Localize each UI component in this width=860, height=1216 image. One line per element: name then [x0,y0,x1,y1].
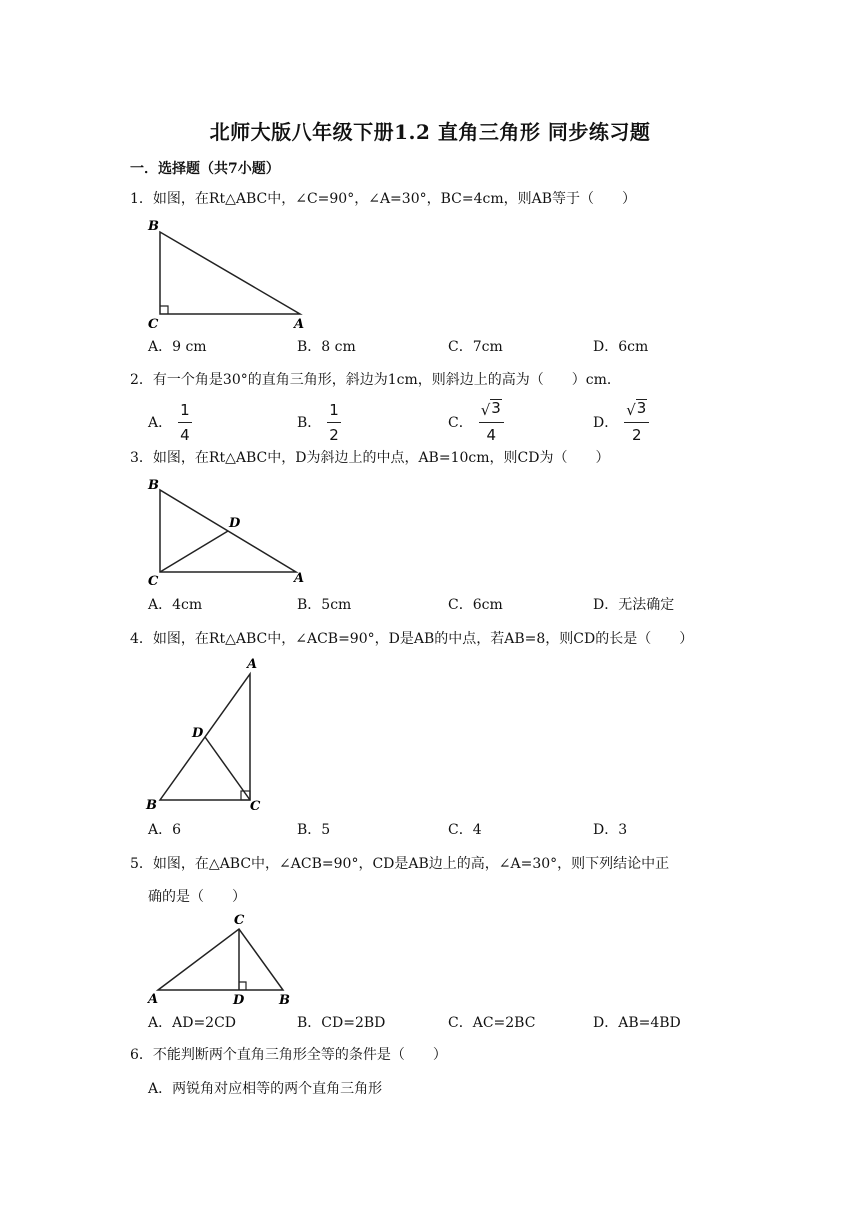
fraction [178,399,192,446]
denominator: 2 [632,426,642,444]
question-number: 1． [130,191,153,207]
segment-cd [160,531,228,572]
option-d: D．6cm [593,339,649,355]
option-d: D．3 [593,822,628,838]
label-d: D [192,726,204,741]
label-c: C [250,799,261,814]
option-letter: D． [593,414,619,431]
label-b: B [148,219,159,234]
fraction [624,399,649,446]
page-title: 北师大版八年级下册1.2 直角三角形 同步练习题 [209,120,651,144]
option-letter: B． [297,414,322,431]
option-a: A．9 cm [148,339,207,355]
label-a: A [294,571,305,586]
option-b: B．5cm [297,597,352,613]
label-c: C [234,913,245,928]
question-number: 5． [130,856,153,872]
option-c: C．6cm [448,597,503,613]
sqrt-icon: √ [626,401,636,419]
question-text: 有一个角是30°的直角三角形，斜边为1cm，则斜边上的高为（ ）cm． [152,372,621,388]
question-number: 3． [130,450,153,466]
label-c: C [148,574,159,588]
label-a: A [294,317,305,332]
fraction [327,399,341,446]
option-d: D．AB=4BD [593,1015,681,1031]
radicand: 3 [636,399,647,417]
denominator: 4 [180,426,190,444]
question-number: 4． [130,631,153,647]
option-letter: C． [448,414,473,431]
sqrt-numerator [624,399,649,421]
label-d: D [233,993,245,1008]
option-b: B．5 [297,822,331,838]
fraction-bar [479,422,504,423]
triangle-abc [160,232,300,314]
right-angle-mark [160,306,168,314]
numerator: 1 [180,401,190,419]
option-a: A．两锐角对应相等的两个直角三角形 [148,1081,383,1097]
denominator: 4 [486,426,497,444]
triangle-abc [158,929,283,990]
question-text: 不能判断两个直角三角形全等的条件是（ ） [152,1047,447,1063]
label-a: A [247,657,258,672]
option-b [297,399,341,446]
figure-q4 [140,654,270,816]
option-c [448,399,504,446]
question-text: 如图，在Rt△ABC中，∠ACB=90°，D是AB的中点，若AB=8，则CD的长是（ ） [152,631,694,647]
fraction-bar [327,422,341,423]
right-angle-mark [239,982,246,990]
question-text: 如图，在Rt△ABC中，D为斜边上的中点，AB=10cm，则CD为（ ） [152,450,610,466]
option-a: A．4cm [148,597,203,613]
question-number: 2． [130,372,153,388]
figure-q1 [146,216,316,332]
question-2 [130,369,621,391]
numerator: 1 [329,401,339,419]
fraction-bar [178,422,192,423]
denominator: 2 [329,426,339,444]
label-c: C [148,317,159,332]
question-3 [130,447,609,469]
label-b: B [148,478,159,493]
fraction-bar [624,422,649,423]
sqrt-icon: √ [480,401,491,419]
question-text: 如图，在△ABC中，∠ACB=90°，CD是AB边上的高，∠A=30°，则下列结论中正 [152,856,670,872]
label-d: D [229,516,241,531]
question-6 [130,1044,447,1066]
question-5-continued: 确的是（ ） [148,889,246,905]
question-1 [130,188,636,210]
radicand: 3 [491,399,501,417]
option-c: C．7cm [448,339,503,355]
option-a: A．6 [148,822,182,838]
option-d: D．无法确定 [593,597,675,613]
fraction [479,399,504,446]
option-d [593,399,649,446]
label-b: B [279,993,290,1008]
section-heading: 一．选择题（共7小题） [130,161,280,177]
question-number: 6． [130,1047,153,1063]
sqrt-numerator [479,399,504,421]
option-a: A．AD=2CD [148,1015,237,1031]
option-letter: A． [148,414,173,431]
question-text: 如图，在Rt△ABC中，∠C=90°，∠A=30°，BC=4cm，则AB等于（ ） [152,191,637,207]
option-c: C．AC=2BC [448,1015,536,1031]
option-b: B．CD=2BD [297,1015,386,1031]
option-b: B．8 cm [297,339,356,355]
option-c: C．4 [448,822,482,838]
option-a [148,399,192,446]
question-4 [130,628,693,650]
label-b: B [146,798,157,813]
figure-q5 [146,910,296,1008]
figure-q3 [146,476,316,588]
question-5 [130,853,669,875]
label-a: A [148,992,159,1007]
